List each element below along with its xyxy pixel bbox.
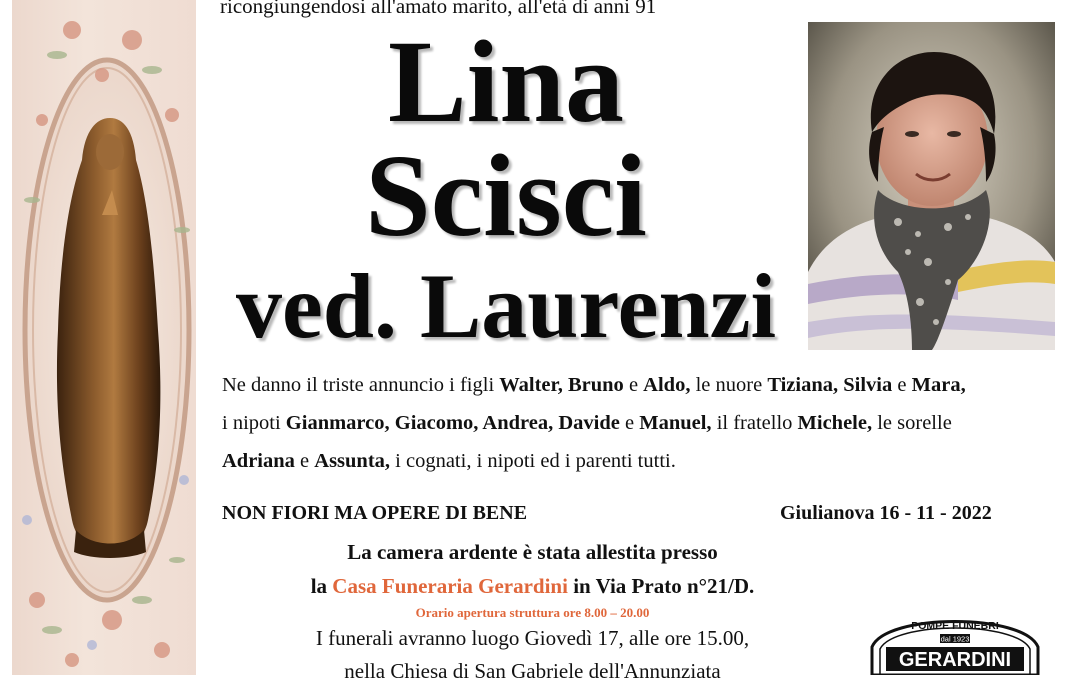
gerardini-logo (866, 603, 1044, 683)
portrait-photo (808, 22, 1055, 350)
camera-ardente-line2: la Casa Funeraria Gerardini in Via Prato n°21/D. (310, 574, 755, 598)
funeral-home-name: Casa Funeraria Gerardini (332, 574, 568, 598)
logo-top-text: POMPE FUNEBRI (911, 620, 999, 632)
logo-name: GERARDINI (898, 649, 1012, 671)
non-fiori-note: NON FIORI MA OPERE DI BENE (222, 502, 528, 524)
logo-since: dal 1923 (940, 634, 970, 644)
intro-line: ricongiungendosi all'amato marito, all'età di anni 91 (220, 0, 657, 18)
funeral-line2: nella Chiesa di San Gabriele dell'Annunziata (344, 659, 721, 683)
funeral-line1: I funerali avranno luogo Giovedì 17, alle ore 15.00, (315, 626, 750, 650)
place-date: Giulianova 16 - 11 - 2022 (780, 502, 992, 524)
camera-ardente-line1: La camera ardente è stata allestita presso (347, 540, 718, 564)
madonna-illustration (12, 0, 196, 675)
opening-hours: Orario apertura struttura ore 8.00 – 20.00 (415, 605, 650, 620)
married-name: ved. Laurenzi (235, 255, 777, 357)
last-name: Scisci (365, 130, 647, 261)
first-name: Lina (387, 16, 625, 147)
announcement-text: Ne danno il triste annuncio i figli Walter, Bruno e Aldo, le nuore Tiziana, Silvia e Mara, i nipoti Gianmarco, Giacomo, Andrea, Davide e Manuel, il fratello Michele, le sorelle Adriana e Assunta, i cognati, i nipoti ed i parenti tutti. (222, 374, 966, 472)
decorative-panel (12, 0, 196, 675)
